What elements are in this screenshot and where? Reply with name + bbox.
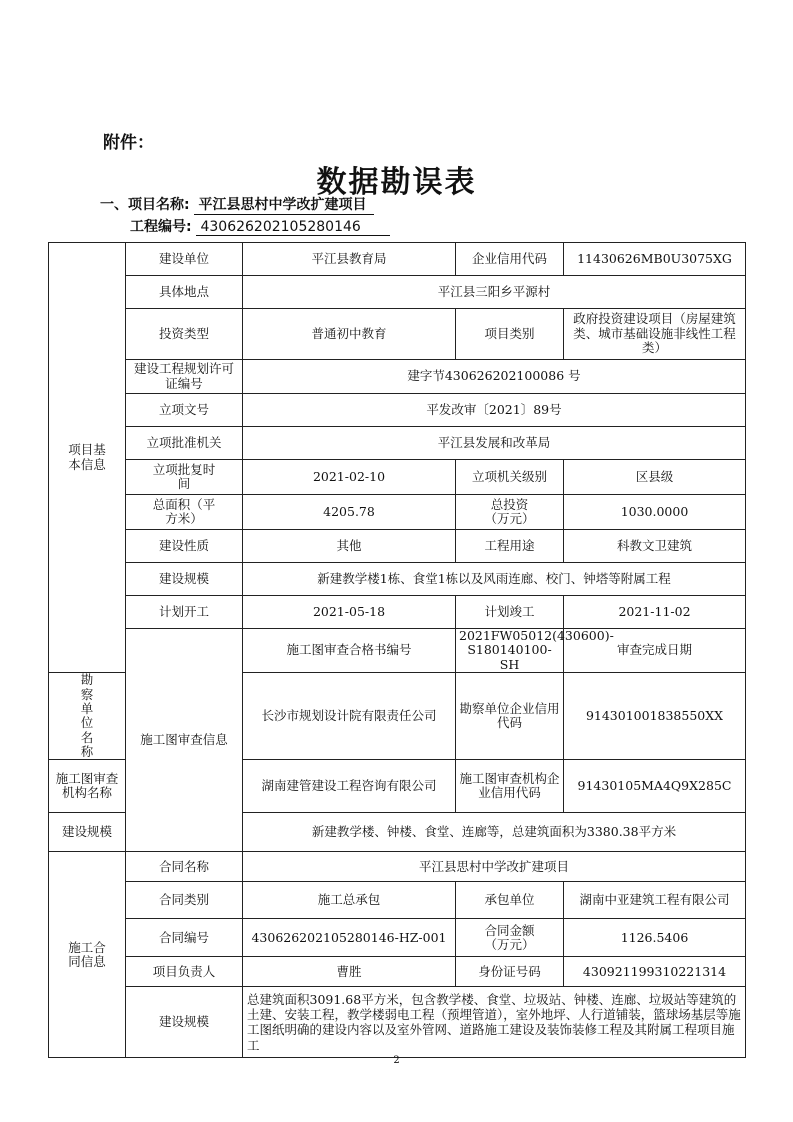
table-row — [49, 460, 746, 495]
contract-no-value: 430626202105280146-HZ-001 — [243, 919, 456, 957]
project-code-label: 工程编号: — [130, 219, 192, 235]
table-row — [49, 309, 746, 360]
project-code-line — [130, 216, 390, 236]
contractor-label: 承包单位 — [456, 882, 564, 919]
contract-name-value: 平江县思村中学改扩建项目 — [243, 852, 746, 882]
builder-value: 平江县教育局 — [243, 243, 456, 276]
table-row — [49, 563, 746, 596]
finish-label: 计划竣工 — [456, 596, 564, 629]
table-row — [49, 427, 746, 460]
table-row — [49, 530, 746, 563]
investment-value: 1030.0000 — [564, 495, 746, 530]
cert-value: 2021FW05012(430600)-S180140100-SH — [456, 629, 564, 673]
category-value: 政府投资建设项目（房屋建筑类、城市基础设施非线性工程类） — [564, 309, 746, 360]
contract-amount-label: 合同金额（万元） — [456, 919, 564, 957]
survey-credit-value: 914301001838550XX — [564, 673, 746, 760]
nature-value: 其他 — [243, 530, 456, 563]
review-credit-value: 91430105MA4Q9X285C — [564, 760, 746, 813]
location-value: 平江县三阳乡平源村 — [243, 276, 746, 309]
project-name-label: 一、项目名称: — [100, 197, 190, 213]
table-row — [49, 852, 746, 882]
section-drawing: 施工图审查信息 — [126, 629, 243, 852]
area-value: 4205.78 — [243, 495, 456, 530]
project-name-line — [100, 194, 374, 215]
category-label: 项目类别 — [456, 309, 564, 360]
credit-label: 企业信用代码 — [456, 243, 564, 276]
review-credit-label: 施工图审查机构企业信用代码 — [456, 760, 564, 813]
table-row — [49, 596, 746, 629]
approval-org-value: 平江县发展和改革局 — [243, 427, 746, 460]
cert-label: 施工图审查合格书编号 — [243, 629, 456, 673]
table-row — [49, 276, 746, 309]
survey-credit-label: 勘察单位企业信用代码 — [456, 673, 564, 760]
invest-type-label: 投资类型 — [126, 309, 243, 360]
id-label: 身份证号码 — [456, 957, 564, 987]
table-row — [49, 394, 746, 427]
drawing-scale-value: 新建教学楼、钟楼、食堂、连廊等，总建筑面积为3380.38平方米 — [243, 813, 746, 852]
section-basic: 项目基本信息 — [49, 243, 126, 673]
contract-type-label: 合同类别 — [126, 882, 243, 919]
table-row — [49, 987, 746, 1058]
review-org-value: 湖南建管建设工程咨询有限公司 — [243, 760, 456, 813]
project-name-value: 平江县思村中学改扩建项目 — [194, 194, 374, 215]
review-org-label: 施工图审查机构名称 — [49, 760, 126, 813]
permit-value: 建字节430626202100086 号 — [243, 360, 746, 394]
approval-time-value: 2021-02-10 — [243, 460, 456, 495]
location-label: 具体地点 — [126, 276, 243, 309]
invest-type-value: 普通初中教育 — [243, 309, 456, 360]
contract-type-value: 施工总承包 — [243, 882, 456, 919]
approval-no-label: 立项文号 — [126, 394, 243, 427]
table-row — [49, 919, 746, 957]
start-value: 2021-05-18 — [243, 596, 456, 629]
survey-value: 长沙市规划设计院有限责任公司 — [243, 673, 456, 760]
nature-label: 建设性质 — [126, 530, 243, 563]
investment-label: 总投资（万元） — [456, 495, 564, 530]
manager-value: 曹胜 — [243, 957, 456, 987]
start-label: 计划开工 — [126, 596, 243, 629]
approval-time-label: 立项批复时间 — [126, 460, 243, 495]
project-code-value: 430626202105280146 — [196, 219, 390, 236]
page-number: 2 — [393, 1055, 400, 1066]
manager-label: 项目负责人 — [126, 957, 243, 987]
table-row — [49, 243, 746, 276]
review-date-label: 审查完成日期 — [564, 629, 746, 673]
contract-scale-label: 建设规模 — [126, 987, 243, 1058]
table-row — [49, 629, 746, 673]
drawing-scale-label: 建设规模 — [49, 813, 126, 852]
scale-value: 新建教学楼1栋、食堂1栋以及风雨连廊、校门、钟塔等附属工程 — [243, 563, 746, 596]
contract-amount-value: 1126.5406 — [564, 919, 746, 957]
section-contract: 施工合同信息 — [49, 852, 126, 1058]
table-row — [49, 360, 746, 394]
area-label: 总面积（平方米） — [126, 495, 243, 530]
id-value: 430921199310221314 — [564, 957, 746, 987]
table-row — [49, 957, 746, 987]
use-value: 科教文卫建筑 — [564, 530, 746, 563]
approval-org-label: 立项批准机关 — [126, 427, 243, 460]
scale-label: 建设规模 — [126, 563, 243, 596]
table-row — [49, 495, 746, 530]
finish-value: 2021-11-02 — [564, 596, 746, 629]
survey-label: 勘察单位名称 — [49, 673, 126, 760]
contract-scale-value: 总建筑面积3091.68平方米，包含教学楼、食堂、垃圾站、钟楼、连廊、垃圾站等建筑的土建、安装工程，教学楼弱电工程（预埋管道），室外地坪、人行道铺装，篮球场基层等施工图纸明确的建设内容以及室外管网、道路施工建设及装饰装修工程及其附属工程项目施工 — [243, 987, 746, 1058]
approval-no-value: 平发改审〔2021〕89号 — [243, 394, 746, 427]
approval-level-value: 区县级 — [564, 460, 746, 495]
contractor-value: 湖南中亚建筑工程有限公司 — [564, 882, 746, 919]
page-title: 数据勘误表 — [316, 165, 477, 200]
contract-name-label: 合同名称 — [126, 852, 243, 882]
data-table — [48, 242, 746, 1058]
contract-no-label: 合同编号 — [126, 919, 243, 957]
credit-value: 11430626MB0U3075XG — [564, 243, 746, 276]
table-row — [49, 882, 746, 919]
attachment-label: 附件： — [103, 133, 154, 153]
approval-level-label: 立项机关级别 — [456, 460, 564, 495]
builder-label: 建设单位 — [126, 243, 243, 276]
use-label: 工程用途 — [456, 530, 564, 563]
permit-label: 建设工程规划许可证编号 — [126, 360, 243, 394]
